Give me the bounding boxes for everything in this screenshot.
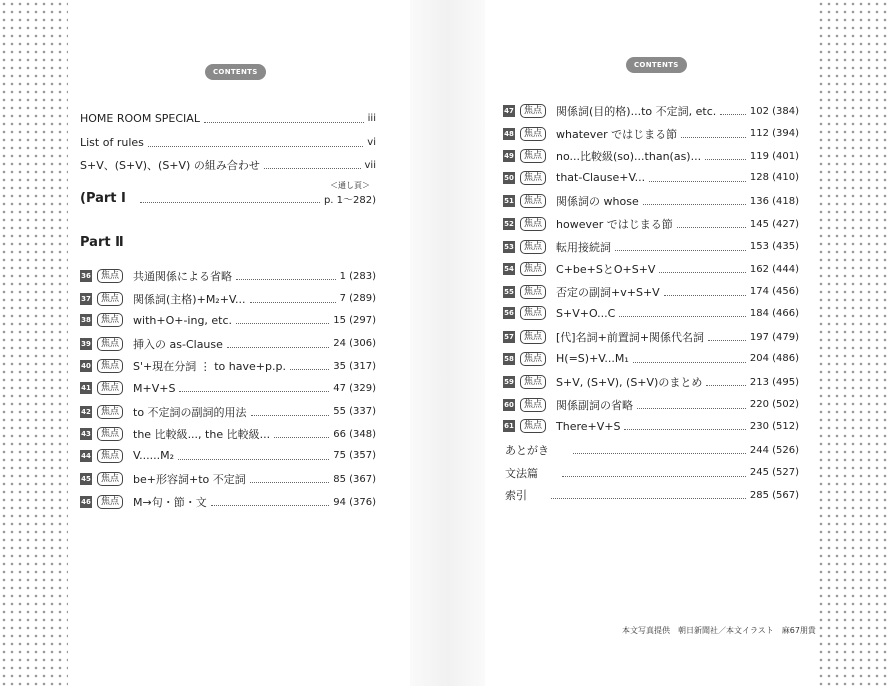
entry-number: 37 [81, 294, 91, 303]
focus-tag: 焦点 [520, 127, 546, 141]
toc-page: vi [367, 137, 376, 148]
entry-number: 55 [504, 287, 514, 296]
dot-leader [250, 475, 329, 483]
focus-tag: 焦点 [97, 381, 123, 395]
dot-leader [643, 197, 746, 205]
entry-number: 44 [81, 451, 91, 460]
dot-leader [649, 174, 746, 182]
entry-title: あとがき [505, 444, 549, 457]
toc-entry-45[interactable] [80, 471, 376, 487]
entry-page: 35 (317) [333, 360, 376, 372]
entry-title: the 比較級..., the 比較級... [133, 428, 271, 442]
toc-entry-44[interactable] [80, 449, 376, 463]
dot-leader [236, 272, 336, 280]
entry-page: 102 (384) [749, 105, 799, 117]
entry-title: C+be+SとO+S+V [556, 263, 656, 277]
part1-page: p. 1〜282) [323, 195, 376, 206]
toc-entry-52[interactable] [503, 216, 799, 232]
entry-number: 61 [504, 422, 514, 431]
focus-tag: 焦点 [520, 217, 546, 231]
entry-number: 54 [504, 265, 514, 274]
entry-page: 204 (486) [749, 353, 799, 365]
entry-title: S+V+O...C [556, 306, 616, 320]
dot-leader [227, 340, 329, 348]
focus-tag: 焦点 [97, 405, 123, 419]
entry-page: 230 (512) [749, 420, 799, 432]
toc-entry-57[interactable] [503, 329, 799, 345]
dot-leader [681, 130, 746, 138]
contents-badge-left: CONTENTS [205, 64, 266, 80]
part2-label: Part Ⅱ [80, 235, 124, 250]
entry-page: 1 (283) [339, 270, 376, 282]
entry-number: 59 [504, 378, 514, 387]
toc-entry-60[interactable] [503, 397, 799, 413]
entry-number: 60 [504, 400, 514, 409]
toc-entry-41[interactable] [80, 381, 376, 395]
dot-leader [633, 355, 746, 363]
entry-page: 197 (479) [749, 331, 799, 343]
entry-title: 転用接続詞 [556, 240, 612, 254]
toc-row-list-of-rules[interactable] [80, 136, 376, 149]
focus-tag: 焦点 [520, 306, 546, 320]
dot-leader [637, 401, 746, 409]
toc-page: iii [367, 113, 376, 124]
toc-title: S+V、(S+V)、(S+V) の組み合わせ [80, 159, 260, 172]
toc-entry-51[interactable] [503, 193, 799, 209]
entry-number: 53 [504, 242, 514, 251]
focus-tag: 焦点 [97, 269, 123, 283]
toc-entry-58[interactable] [503, 352, 799, 366]
dot-leader [624, 422, 745, 430]
contents-badge-right: CONTENTS [626, 57, 687, 73]
focus-tag: 焦点 [520, 194, 546, 208]
entry-number: 46 [81, 498, 91, 506]
entry-page: 220 (502) [749, 399, 799, 411]
focus-tag: 焦点 [520, 352, 546, 366]
tsuushi-label: ＜通し頁＞ [330, 181, 370, 190]
toc-entry-36[interactable] [80, 268, 376, 284]
entry-page: 174 (456) [749, 286, 799, 298]
toc-page: vii [364, 159, 376, 171]
entry-page: 245 (527) [749, 467, 799, 479]
photo-credit: 本文写真提供 朝日新聞社／本文イラスト 麻67朋貴 [622, 626, 816, 635]
toc-row-part1[interactable] [80, 191, 376, 206]
entry-number: 57 [504, 333, 514, 341]
entry-page: 119 (401) [749, 150, 799, 162]
toc-entry-48[interactable] [503, 126, 799, 142]
focus-tag: 焦点 [520, 419, 546, 433]
entry-number: 43 [81, 430, 91, 439]
dot-pattern-left [0, 0, 68, 686]
dot-leader [264, 161, 361, 169]
dot-leader [659, 265, 745, 273]
focus-tag: 焦点 [97, 427, 123, 441]
entry-title: 挿入の as-Clause [133, 337, 223, 351]
dot-pattern-right [817, 0, 887, 686]
focus-tag: 焦点 [520, 240, 546, 254]
dot-leader [148, 139, 363, 147]
toc-entry-53[interactable] [503, 239, 799, 255]
entry-title: 文法篇 [505, 466, 538, 480]
focus-tag: 焦点 [520, 171, 546, 185]
toc-entry-46[interactable] [80, 494, 376, 510]
entry-title: no...比較級(so)...than(as)... [556, 150, 702, 164]
entry-title: with+O+-ing, etc. [133, 313, 233, 327]
entry-title: 関係詞(主格)+M₂+V... [133, 292, 246, 306]
toc-back-entry[interactable] [505, 487, 799, 503]
toc-back-entry[interactable] [505, 465, 799, 481]
dot-leader [204, 115, 364, 123]
entry-title: 索引 [505, 489, 527, 503]
dot-leader [551, 491, 746, 499]
dot-leader [179, 384, 329, 392]
toc-entry-39[interactable] [80, 336, 376, 352]
entry-title: 関係詞の whose [556, 195, 639, 209]
dot-leader [573, 446, 746, 454]
focus-tag: 焦点 [520, 262, 546, 276]
dot-leader [211, 498, 329, 506]
dot-leader [274, 430, 329, 438]
toc-entry-56[interactable] [503, 306, 799, 320]
toc-entry-59[interactable] [503, 374, 799, 390]
entry-page: 136 (418) [749, 195, 799, 207]
dot-leader [706, 378, 746, 386]
dot-leader [562, 469, 746, 477]
toc-entry-61[interactable] [503, 419, 799, 433]
dot-leader [677, 220, 746, 228]
part1-label: (Part Ⅰ [80, 191, 126, 206]
focus-tag: 焦点 [520, 104, 546, 118]
entry-page: 244 (526) [749, 444, 799, 456]
book-gutter [410, 0, 485, 686]
entry-page: 24 (306) [333, 338, 376, 350]
toc-entry-40[interactable] [80, 358, 376, 374]
entry-page: 112 (394) [749, 128, 799, 140]
dot-leader [250, 295, 336, 303]
focus-tag: 焦点 [520, 398, 546, 412]
focus-tag: 焦点 [97, 337, 123, 351]
entry-title: V......M₂ [133, 449, 175, 463]
dot-leader [619, 309, 746, 317]
entry-number: 39 [81, 339, 91, 348]
entry-title: 否定の副詞+v+S+V [556, 285, 660, 299]
dot-leader [236, 316, 329, 324]
entry-title: be+形容詞+to 不定詞 [133, 473, 246, 487]
dot-leader [664, 288, 746, 296]
entry-title: that-Clause+V... [556, 171, 646, 185]
entry-title: [代]名詞+前置詞+関係代名詞 [556, 331, 705, 344]
dot-leader [178, 452, 329, 460]
dot-leader [140, 195, 320, 203]
entry-page: 145 (427) [749, 218, 799, 230]
toc-entry-43[interactable] [80, 426, 376, 442]
entry-title: S'+現在分詞 ⋮ to have+p.p. [133, 360, 286, 374]
entry-title: 関係副詞の省略 [556, 398, 634, 412]
dot-leader [705, 152, 746, 160]
toc-title: List of rules [80, 136, 144, 149]
entry-page: 75 (357) [333, 450, 376, 462]
toc-entry-47[interactable] [503, 103, 799, 119]
entry-number: 41 [81, 384, 91, 392]
entry-page: 162 (444) [749, 263, 799, 275]
entry-page: 94 (376) [333, 496, 376, 508]
dot-leader [615, 243, 746, 251]
entry-number: 36 [81, 272, 91, 280]
focus-tag: 焦点 [97, 495, 123, 509]
entry-number: 48 [504, 129, 514, 138]
entry-title: whatever ではじまる節 [556, 127, 678, 141]
entry-title: to 不定詞の副詞的用法 [133, 405, 247, 419]
entry-page: 85 (367) [333, 473, 376, 485]
entry-page: 128 (410) [749, 172, 799, 184]
entry-number: 47 [504, 107, 514, 115]
dot-leader [708, 333, 746, 341]
entry-page: 15 (297) [333, 314, 376, 326]
focus-tag: 焦点 [520, 285, 546, 299]
focus-tag: 焦点 [520, 330, 546, 344]
dot-leader [290, 362, 329, 370]
focus-tag: 焦点 [97, 292, 123, 306]
entry-title: 共通関係による省略 [133, 270, 233, 283]
entry-title: 関係詞(目的格)...to 不定詞, etc. [556, 105, 717, 118]
toc-entry-42[interactable] [80, 404, 376, 420]
entry-number: 49 [504, 152, 514, 161]
entry-title: S+V, (S+V), (S+V)のまとめ [556, 376, 703, 390]
entry-number: 52 [504, 220, 514, 228]
focus-tag: 焦点 [97, 359, 123, 373]
entry-number: 56 [504, 309, 514, 318]
entry-page: 47 (329) [333, 382, 376, 394]
entry-title: H(=S)+V...M₁ [556, 352, 629, 366]
toc-row-combinations[interactable] [80, 157, 376, 173]
entry-number: 58 [504, 354, 514, 363]
entry-number: 40 [81, 362, 91, 371]
entry-page: 55 (337) [333, 406, 376, 418]
toc-title: HOME ROOM SPECIAL [80, 112, 200, 125]
entry-number: 38 [81, 316, 91, 325]
toc-entry-37[interactable] [80, 291, 376, 307]
entry-number: 51 [504, 197, 514, 206]
toc-entry-50[interactable] [503, 171, 799, 185]
entry-title: however ではじまる節 [556, 218, 673, 231]
focus-tag: 焦点 [97, 313, 123, 327]
toc-entry-54[interactable] [503, 261, 799, 277]
toc-back-entry[interactable] [505, 442, 799, 458]
entry-title: M→句・節・文 [133, 496, 207, 509]
entry-page: 285 (567) [749, 489, 799, 501]
focus-tag: 焦点 [97, 449, 123, 463]
dot-leader [720, 107, 746, 115]
entry-number: 45 [81, 475, 91, 484]
toc-row-home-room[interactable] [80, 112, 376, 125]
toc-entry-49[interactable] [503, 148, 799, 164]
entry-page: 153 (435) [749, 241, 799, 253]
focus-tag: 焦点 [520, 149, 546, 163]
toc-entry-38[interactable] [80, 313, 376, 327]
entry-page: 66 (348) [333, 428, 376, 440]
entry-title: M+V+S [133, 381, 176, 395]
entry-page: 213 (495) [749, 376, 799, 388]
focus-tag: 焦点 [520, 375, 546, 389]
toc-entry-55[interactable] [503, 284, 799, 300]
focus-tag: 焦点 [97, 472, 123, 486]
entry-page: 7 (289) [339, 293, 376, 305]
entry-number: 50 [504, 173, 514, 182]
entry-page: 184 (466) [749, 307, 799, 319]
entry-number: 42 [81, 407, 91, 416]
entry-title: There+V+S [556, 419, 621, 433]
dot-leader [251, 408, 330, 416]
